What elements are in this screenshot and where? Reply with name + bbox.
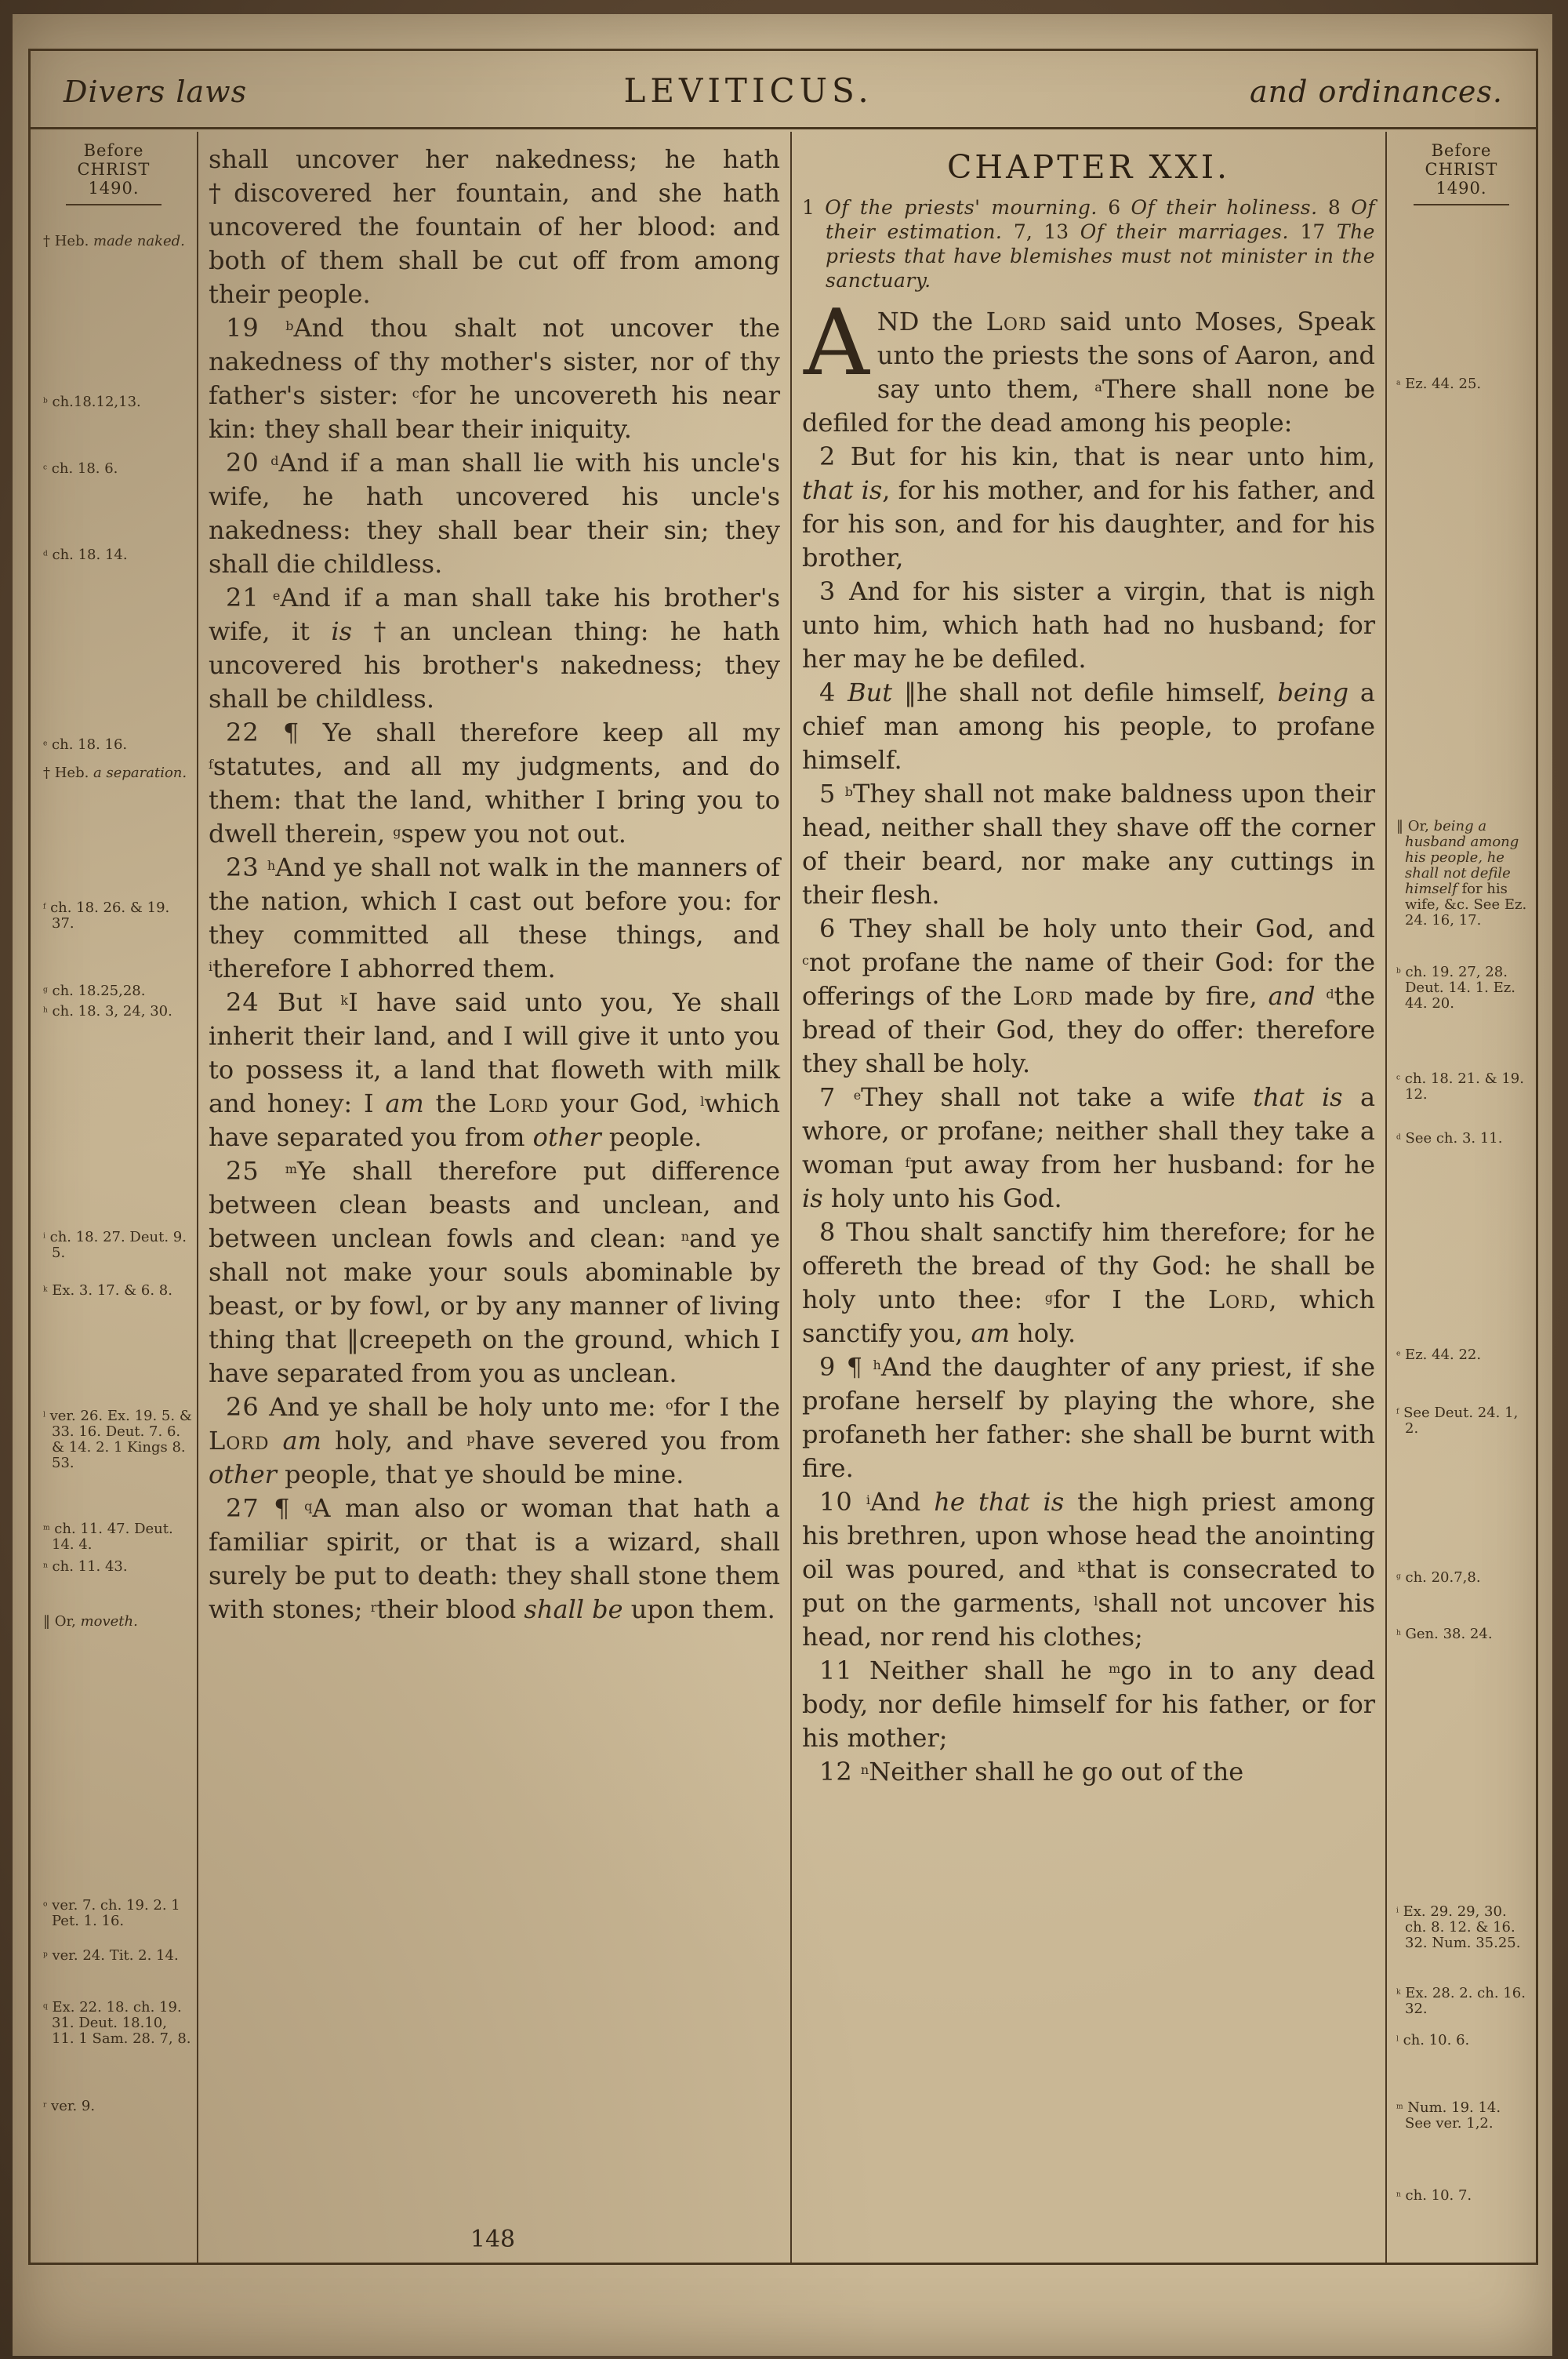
before-christ-line: 1490. [1436, 179, 1487, 198]
verse-number: 11 [819, 1656, 853, 1685]
margin-note: $^h$ ch. 18. 3, 24, 30. [43, 1003, 172, 1020]
margin-note: $^o$ ver. 7. ch. 19. 2. 1 Pet. 1. 16. [43, 1897, 180, 1929]
cross-reference-letter: g [43, 986, 48, 994]
chapter-verses [802, 290, 1376, 1789]
verse-paragraph: 25 $^m$Ye shall therefore put difference between clean beasts and unclean, and between unclean fowls and clean: $^n$and ye shall not make your souls abominable by beast, or by fowl, or by any manner of living thing that ‖creepeth on the ground, which I have separated from you as unclean. [209, 1156, 781, 1388]
cross-reference-letter: m [285, 1161, 297, 1176]
margin-note: $^h$ Gen. 38. 24. [1396, 1626, 1493, 1642]
cross-reference-letter: n [860, 1762, 869, 1777]
verse-number: 10 [819, 1487, 853, 1517]
cross-reference-letter: c [43, 463, 48, 472]
cross-reference-letter: e [43, 740, 48, 748]
cross-reference-letter: k [1396, 1988, 1401, 1997]
cross-reference-letter: l [1094, 1594, 1098, 1608]
verse-number: 9 [819, 1352, 837, 1382]
right-text-column [792, 132, 1387, 2263]
cross-reference-letter: c [412, 386, 419, 401]
cross-reference-letter: h [267, 858, 276, 873]
verse-paragraph: 21 $^e$And if a man shall take his brother's wife, it is †an unclean thing: he hath uncovered his brother's nakedness; they shall be childless. [209, 583, 781, 714]
margin-note: † Heb. a separation. [43, 765, 187, 781]
cross-reference-letter: d [1326, 987, 1334, 1001]
margin-note: $^g$ ch. 18.25,28. [43, 983, 146, 999]
cross-reference-letter: i [43, 1232, 45, 1241]
cross-reference-letter: q [304, 1499, 313, 1514]
verse-paragraph: 10 $^i$And he that is the high priest among his brethren, upon whose head the anointing oil was poured, and $^k$that is consecrated to put on the garments, $^l$shall not uncover his head, nor rend his clothes; [802, 1487, 1376, 1652]
cross-reference-letter: h [1396, 1629, 1401, 1637]
margin-note: $^b$ ch.18.12,13. [43, 394, 141, 410]
cross-reference-letter: p [43, 1950, 48, 1959]
cross-reference-letter: p [466, 1431, 475, 1446]
margin-note: $^n$ ch. 10. 7. [1396, 2187, 1472, 2204]
margin-note: $^c$ ch. 18. 6. [43, 460, 118, 477]
cross-reference-letter: f [43, 903, 46, 911]
verse-paragraph: 20 $^d$And if a man shall lie with his uncle's wife, he hath uncovered his uncle's nakedness: they shall bear their sin; they shall die childless. [209, 448, 781, 579]
divider [66, 204, 162, 205]
cross-reference-letter: l [43, 1411, 45, 1419]
cross-reference-letter: b [43, 397, 48, 405]
cross-reference-letter: n [43, 1561, 48, 1570]
cross-reference-letter: f [905, 1155, 910, 1170]
running-head [31, 51, 1536, 129]
running-head-right: and ordinances. [1249, 75, 1503, 109]
before-christ-line: Before [83, 141, 144, 160]
chapter-summary: 1 Of the priests' mourning. 6 Of their holiness. 8 Of their estimation. 7, 13 Of their marriages. 17 The priests that have blemishes must not minister in the sanctuary. [802, 196, 1375, 292]
margin-note: $^k$ Ex. 28. 2. ch. 16. 32. [1396, 1985, 1526, 2017]
verse-paragraph: 27 ¶ $^q$A man also or woman that hath a familiar spirit, or that is a wizard, shall surely be put to death: they shall stone them with stones; $^r$their blood shall be upon them. [209, 1493, 780, 1624]
verse-number: 8 [819, 1217, 837, 1247]
margin-note: $^q$ Ex. 22. 18. ch. 19. 31. Deut. 18.10, 11. 1 Sam. 28. 7, 8. [43, 1999, 191, 2047]
verse-number: 27 [226, 1493, 260, 1523]
margin-note: $^c$ ch. 18. 21. & 19. 12. [1396, 1070, 1524, 1103]
cross-reference-letter: a [1396, 379, 1401, 387]
drop-cap: A [804, 290, 869, 396]
border-frame [28, 49, 1538, 2265]
cross-reference-letter: e [272, 588, 281, 603]
cross-reference-letter: d [43, 550, 48, 558]
left-margin-column [31, 132, 197, 2263]
margin-note: $^e$ Ez. 44. 22. [1396, 1347, 1482, 1363]
margin-note: $^p$ ver. 24. Tit. 2. 14. [43, 1947, 179, 1964]
cross-reference-letter: c [1396, 1074, 1401, 1082]
verse-number: 26 [226, 1392, 260, 1422]
margin-note: $^i$ Ex. 29. 29, 30. ch. 8. 12. & 16. 32. Num. 35.25. [1396, 1903, 1521, 1951]
margin-note: $^l$ ver. 26. Ex. 19. 5. & 33. 16. Deut. 7. 6. & 14. 2. 1 Kings 8. 53. [43, 1408, 192, 1471]
cross-reference-letter: i [209, 959, 213, 974]
verse-paragraph: 12 $^n$Neither shall he go out of the [819, 1757, 1244, 1787]
verse-paragraph: 2 But for his kin, that is near unto him, that is, for his mother, and for his father, and for his son, and for his daughter, and for his brother, [802, 442, 1375, 572]
left-text-column [197, 132, 792, 2263]
cross-reference-letter: h [873, 1358, 881, 1372]
margin-note: $^i$ ch. 18. 27. Deut. 9. 5. [43, 1229, 187, 1261]
verse-paragraph: 24 But $^k$I have said unto you, Ye shall inherit their land, and I will give it unto you to possess it, a land that floweth with milk and honey: I am the Lord your God, $^l$which have separated you from other people. [209, 987, 781, 1152]
verse-number: 21 [226, 583, 260, 612]
before-christ-line: CHRIST [1425, 160, 1498, 179]
cross-reference-letter: c [802, 953, 809, 968]
cross-reference-letter: r [370, 1600, 377, 1615]
verse-number: 24 [226, 987, 260, 1017]
verse-paragraph: shall uncover her nakedness; he hath †discovered her fountain, and she hath uncovered the fountain of her blood: and both of them shall be cut off from among their people. [209, 144, 780, 309]
before-christ-header [31, 141, 197, 205]
before-christ-line: CHRIST [77, 160, 151, 179]
cross-reference-letter: e [1396, 1350, 1401, 1358]
verse-number: 2 [819, 442, 837, 471]
verse-number: 20 [226, 448, 260, 478]
margin-note: $^g$ ch. 20.7,8. [1396, 1569, 1481, 1586]
margin-note: ‖ Or, being a husband among his people, he shall not defile himself for his wife, &c. See Ez. 24. 16, 17. [1396, 818, 1527, 929]
verse-paragraph: 19 $^b$And thou shalt not uncover the nakedness of thy mother's sister, nor of thy father's sister: $^c$for he uncovereth his near kin: they shall bear their iniquity. [209, 313, 781, 444]
verse-paragraph: 23 $^h$And ye shall not walk in the manners of the nation, which I cast out before you: for they committed all these things, and $^i$therefore I abhorred them. [209, 852, 780, 983]
cross-reference-letter: g [1044, 1290, 1054, 1305]
cross-reference-letter: o [666, 1398, 673, 1412]
cross-reference-letter: b [285, 318, 294, 333]
verse-number: 12 [819, 1757, 853, 1787]
cross-reference-letter: k [43, 1285, 48, 1294]
margin-note: $^f$ ch. 18. 26. & 19. 37. [43, 900, 170, 932]
right-margin-column [1387, 132, 1536, 2263]
verse-paragraph: 5 $^b$They shall not make baldness upon their head, neither shall they shave off the corner of their beard, nor make any cuttings in their flesh. [802, 779, 1376, 910]
verse-number: 6 [819, 914, 837, 943]
cross-reference-letter: n [681, 1229, 690, 1244]
cross-reference-letter: n [1396, 2190, 1401, 2199]
verse-paragraph: 9 ¶ $^h$And the daughter of any priest, if she profane herself by playing the whore, she profaneth her father: she shall be burnt with fire. [802, 1352, 1376, 1483]
paper-page [13, 14, 1552, 2356]
cross-reference-letter: q [43, 2002, 48, 2011]
margin-note: $^m$ ch. 11. 47. Deut. 14. 4. [43, 1521, 173, 1553]
margin-note: $^m$ Num. 19. 14. See ver. 1,2. [1396, 2099, 1501, 2132]
verse-number: 23 [226, 852, 260, 882]
verse-paragraph: 4 But ‖he shall not defile himself, being a chief man among his people, to profane himself. [802, 678, 1375, 775]
cross-reference-letter: a [1094, 380, 1102, 394]
cross-reference-letter: f [1396, 1408, 1399, 1416]
verse-number: 3 [819, 576, 837, 606]
margin-note: $^k$ Ex. 3. 17. & 6. 8. [43, 1282, 172, 1299]
margin-note: $^l$ ch. 10. 6. [1396, 2032, 1470, 2048]
cross-reference-letter: f [209, 757, 213, 772]
verse-number: 7 [819, 1082, 837, 1112]
cross-reference-letter: h [43, 1006, 48, 1015]
cross-reference-letter: r [43, 2101, 47, 2110]
verse-paragraph: 6 They shall be holy unto their God, and $^c$not profane the name of their God: for the offerings of the Lord made by fire, and $^d$the bread of their God, they do offer: therefore they shall be holy. [802, 914, 1376, 1078]
cross-reference-letter: g [1396, 1572, 1401, 1581]
before-christ-header [1387, 141, 1536, 205]
verse-paragraph: 3 And for his sister a virgin, that is nigh unto him, which hath had no husband; for her may he be defiled. [802, 576, 1375, 674]
cross-reference-letter: i [1396, 1906, 1399, 1915]
cross-reference-letter: b [1396, 967, 1401, 976]
cross-reference-letter: e [853, 1088, 862, 1103]
margin-note: † Heb. made naked. [43, 233, 185, 249]
cross-reference-letter: m [1396, 2103, 1403, 2111]
margin-note: ‖ Or, moveth. [43, 1613, 138, 1630]
margin-note: $^d$ ch. 18. 14. [43, 547, 128, 563]
verse-number: 4 [819, 678, 837, 707]
verse-number: 25 [226, 1156, 260, 1186]
divider [1414, 204, 1509, 205]
before-christ-line: 1490. [88, 179, 140, 198]
verse-paragraph: 7 $^e$They shall not take a wife that is a whore, or profane; neither shall they take a woman $^f$put away from her husband: for he is holy unto his God. [802, 1082, 1376, 1213]
book-title: LEVITICUS. [623, 71, 873, 110]
verse-paragraph: 22 ¶ Ye shall therefore keep all my $^f$statutes, and all my judgments, and do them: that the land, whither I bring you to dwell therein, $^g$spew you not out. [209, 718, 780, 849]
verse-number: 22 [226, 718, 260, 747]
margin-note: $^r$ ver. 9. [43, 2098, 96, 2114]
cross-reference-letter: o [43, 1900, 48, 1909]
margin-note: $^a$ Ez. 44. 25. [1396, 376, 1482, 392]
cross-reference-letter: m [1109, 1661, 1121, 1676]
margin-note: $^d$ See ch. 3. 11. [1396, 1130, 1503, 1147]
cross-reference-letter: l [700, 1094, 705, 1109]
verse-number: 19 [226, 313, 260, 343]
before-christ-line: Before [1431, 141, 1492, 160]
columns [31, 132, 1536, 2263]
cross-reference-letter: d [270, 453, 279, 468]
cross-reference-letter: g [393, 824, 401, 839]
verse-paragraph: 11 Neither shall he $^m$go in to any dead body, nor defile himself for his father, or for his mother; [802, 1656, 1376, 1753]
page-number: 148 [470, 2226, 516, 2253]
verse-paragraph: AND the Lord said unto Moses, Speak unto the priests the sons of Aaron, and say unto them, $^a$There shall none be defiled for the dead among his people: [802, 290, 1376, 438]
verse-paragraph: 8 Thou shalt sanctify him therefore; for he offereth the bread of thy God: he shall be holy unto thee: $^g$for I the Lord, which sanctify you, am holy. [802, 1217, 1376, 1348]
cross-reference-letter: d [1396, 1133, 1401, 1142]
chapter-heading: CHAPTER XXI. [946, 148, 1231, 186]
verse-number: 5 [819, 779, 837, 809]
running-head-left: Divers laws [64, 75, 248, 109]
cross-reference-letter: l [1396, 2035, 1399, 2044]
margin-note: $^n$ ch. 11. 43. [43, 1558, 128, 1575]
cross-reference-letter: b [844, 784, 854, 799]
cross-reference-letter: k [340, 993, 349, 1008]
cross-reference-letter: k [1077, 1560, 1086, 1575]
margin-note: $^b$ ch. 19. 27, 28. Deut. 14. 1. Ez. 44. 20. [1396, 964, 1515, 1012]
cross-reference-letter: i [866, 1492, 870, 1507]
verse-paragraph: 26 And ye shall be holy unto me: $^o$for I the Lord am holy, and $^p$have severed you from other people, that ye should be mine. [209, 1392, 781, 1489]
margin-note: $^e$ ch. 18. 16. [43, 736, 128, 753]
cross-reference-letter: m [43, 1524, 50, 1532]
margin-note: $^f$ See Deut. 24. 1, 2. [1396, 1405, 1519, 1437]
